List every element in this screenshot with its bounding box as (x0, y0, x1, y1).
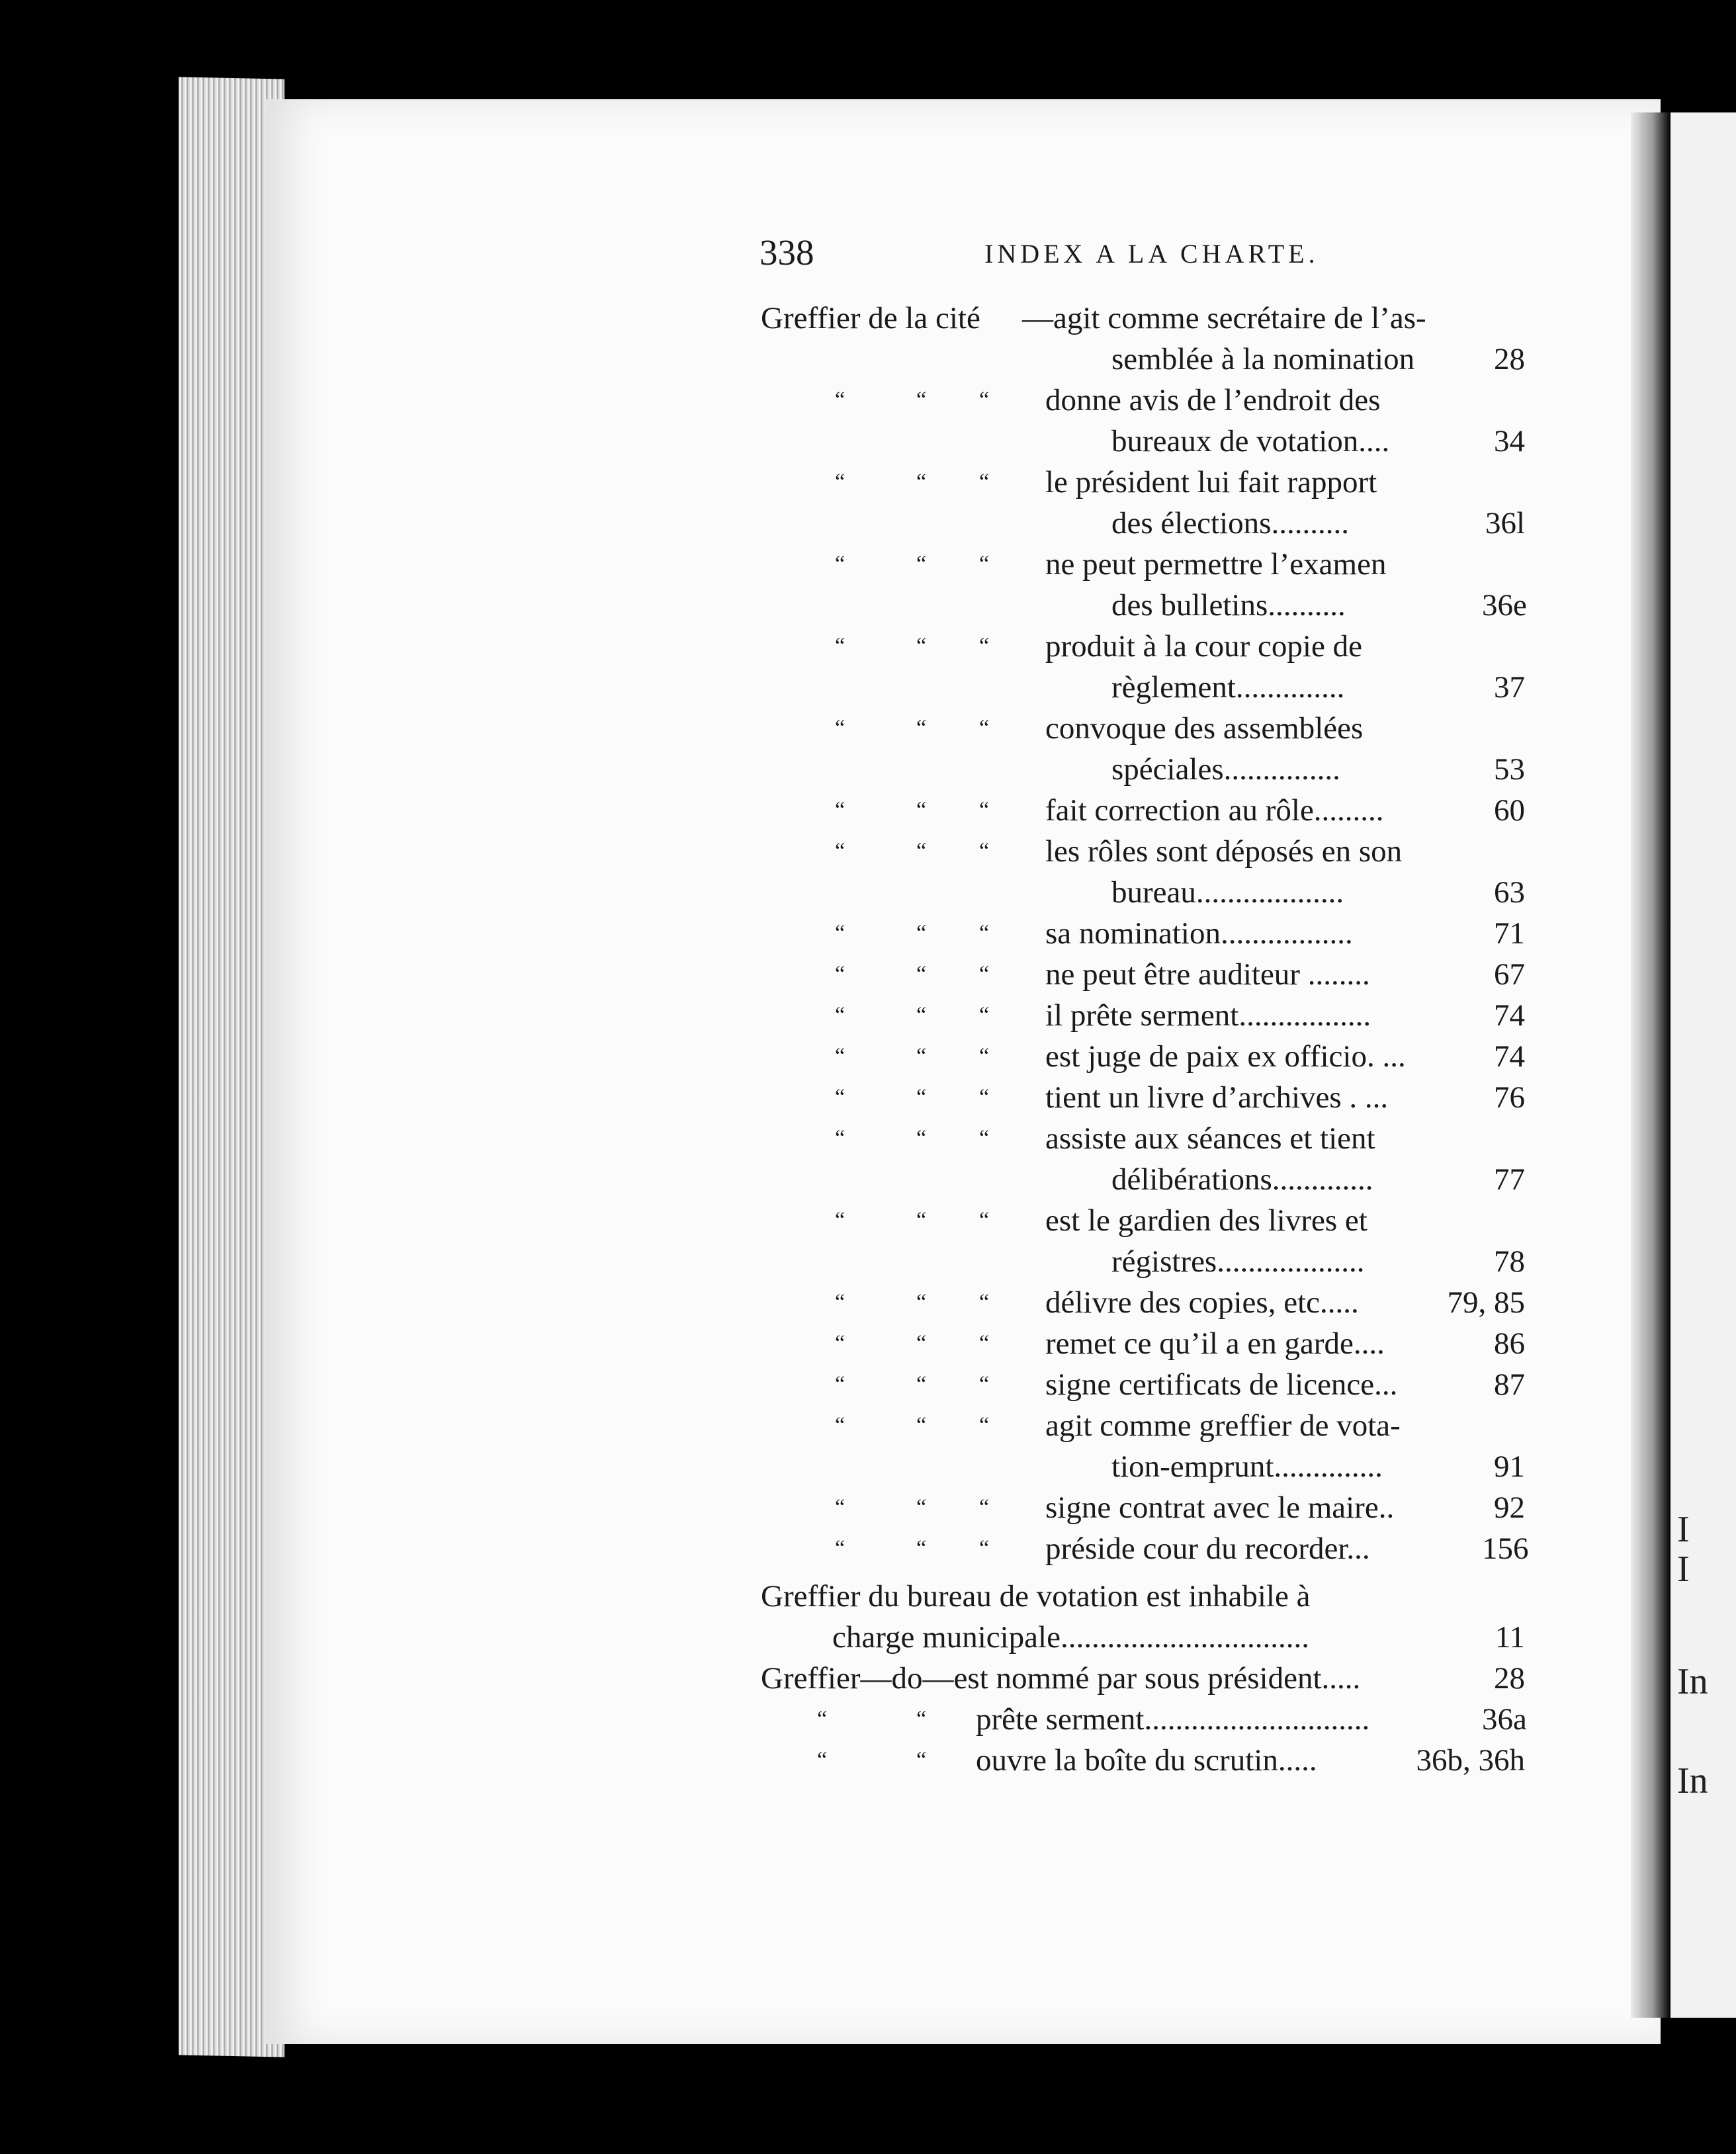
index-entry-text: sa nomination................. (1045, 916, 1353, 951)
facing-page-fragment: I (1677, 1549, 1690, 1590)
ditto-mark: “ (916, 552, 927, 576)
ditto-mark: “ (835, 1044, 846, 1068)
index-entry-continuation: des élections.......... (1111, 506, 1349, 540)
ditto-mark: “ (979, 634, 990, 658)
facing-page-fragment: I (1677, 1509, 1690, 1550)
ditto-mark: “ (916, 1290, 927, 1314)
index-entry-continuation: bureau................... (1111, 875, 1344, 910)
index-entry-text: —agit comme secrétaire de l’as- (1022, 301, 1426, 335)
ditto-mark: “ (979, 1372, 990, 1397)
index-entry-text: il prête serment................. (1045, 998, 1371, 1033)
ditto-mark: “ (979, 716, 990, 740)
index-entry-text: tient un livre d’archives . ... (1045, 1080, 1389, 1115)
ditto-mark: “ (979, 470, 990, 494)
ditto-mark: “ (916, 470, 927, 494)
ditto-mark: “ (916, 1085, 927, 1109)
ditto-mark: “ (979, 1126, 990, 1150)
index-entry-continuation: délibérations............. (1111, 1162, 1373, 1197)
ditto-mark: “ (835, 634, 846, 658)
index-page-ref: 36a (1482, 1702, 1527, 1737)
index-page-ref: 91 (1494, 1449, 1525, 1484)
ditto-mark: “ (979, 1085, 990, 1109)
index-entry-continuation: spéciales............... (1111, 752, 1340, 787)
index-entry-continuation: bureaux de votation.... (1111, 424, 1390, 458)
index-entry-text: donne avis de l’endroit des (1045, 383, 1381, 417)
ditto-mark: “ (835, 1126, 846, 1150)
ditto-mark: “ (916, 716, 927, 740)
ditto-mark: “ (835, 1085, 846, 1109)
ditto-mark: “ (916, 634, 927, 658)
index-page-ref: 36l (1485, 506, 1525, 540)
index-entry-text: ne peut permettre l’examen (1045, 547, 1387, 582)
ditto-mark: “ (835, 921, 846, 945)
ditto-mark: “ (916, 1413, 927, 1438)
ditto-mark: “ (835, 1003, 846, 1027)
index-page-ref: 36b, 36h (1416, 1743, 1525, 1778)
ditto-mark: “ (979, 798, 990, 822)
index-entry-text: assiste aux séances et tient (1045, 1121, 1375, 1156)
index-entry-text: fait correction au rôle......... (1045, 793, 1384, 828)
ditto-mark: “ (979, 1331, 990, 1356)
index-page-ref: 71 (1494, 916, 1525, 951)
index-page-ref: 78 (1494, 1244, 1525, 1279)
index-entry-text: signe contrat avec le maire.. (1045, 1490, 1395, 1525)
ditto-mark: “ (916, 839, 927, 863)
index-page-ref: 92 (1494, 1490, 1525, 1525)
ditto-mark: “ (916, 1003, 927, 1027)
ditto-mark: “ (916, 1748, 927, 1772)
index-entry-text: agit comme greffier de vota- (1045, 1408, 1401, 1443)
ditto-mark: “ (979, 1413, 990, 1438)
index-entry-text: le président lui fait rapport (1045, 465, 1377, 499)
index-entry-text: ne peut être auditeur ........ (1045, 957, 1370, 992)
index-entry-text: délivre des copies, etc..... (1045, 1285, 1359, 1320)
ditto-mark: “ (916, 1208, 927, 1232)
facing-page-fragment: In (1677, 1760, 1708, 1801)
ditto-mark: “ (835, 1290, 846, 1314)
ditto-mark: “ (835, 1495, 846, 1520)
ditto-mark: “ (979, 1495, 990, 1520)
ditto-mark: “ (835, 470, 846, 494)
ditto-mark: “ (835, 1413, 846, 1438)
ditto-mark: “ (916, 1707, 927, 1731)
ditto-mark: “ (916, 388, 927, 412)
index-entry-text: prête serment............................. (976, 1702, 1370, 1737)
ditto-mark: “ (916, 1044, 927, 1068)
running-head-title: INDEX A LA CHARTE. (984, 239, 1319, 269)
ditto-mark: “ (835, 388, 846, 412)
index-entry-text: produit à la cour copie de (1045, 629, 1362, 664)
index-page-ref: 87 (1494, 1367, 1525, 1402)
ditto-mark: “ (979, 1003, 990, 1027)
ditto-mark: “ (979, 388, 990, 412)
ditto-mark: “ (916, 1495, 927, 1520)
index-page-ref: 67 (1494, 957, 1525, 992)
ditto-mark: “ (835, 716, 846, 740)
ditto-mark: “ (817, 1748, 828, 1772)
index-page-ref: 63 (1494, 875, 1525, 910)
facing-page (1671, 112, 1736, 2018)
ditto-mark: “ (916, 1372, 927, 1397)
index-page-ref: 28 (1494, 1661, 1525, 1696)
ditto-mark: “ (979, 1044, 990, 1068)
index-page-ref: 76 (1494, 1080, 1525, 1115)
index-entry-text: est juge de paix ex officio. ... (1045, 1039, 1406, 1074)
index-entry-text: remet ce qu’il a en garde.... (1045, 1326, 1385, 1361)
ditto-mark: “ (979, 1290, 990, 1314)
index-page-ref: 11 (1495, 1620, 1525, 1655)
index-entry-continuation: des bulletins.......... (1111, 588, 1346, 623)
ditto-mark: “ (916, 798, 927, 822)
ditto-mark: “ (979, 1208, 990, 1232)
ditto-mark: “ (835, 552, 846, 576)
index-heading: Greffier du bureau de votation est inhabile à (761, 1579, 1311, 1614)
index-entry-text: les rôles sont déposés en son (1045, 834, 1403, 869)
index-page-ref: 74 (1494, 998, 1525, 1033)
ditto-mark: “ (916, 921, 927, 945)
index-page-ref: 28 (1494, 342, 1525, 376)
ditto-mark: “ (979, 1536, 990, 1561)
index-page-ref: 60 (1494, 793, 1525, 828)
index-entry-text: signe certificats de licence... (1045, 1367, 1398, 1402)
index-entry-continuation: charge municipale................................ (832, 1620, 1309, 1655)
index-entry-text: ouvre la boîte du scrutin..... (976, 1743, 1317, 1778)
index-page-ref: 156 (1482, 1531, 1529, 1566)
index-page-ref: 37 (1494, 670, 1525, 705)
index-heading: Greffier de la cité (761, 301, 980, 335)
ditto-mark: “ (835, 1372, 846, 1397)
index-entry-text: est le gardien des livres et (1045, 1203, 1367, 1238)
ditto-mark: “ (817, 1707, 828, 1731)
ditto-mark: “ (916, 962, 927, 986)
ditto-mark: “ (916, 1331, 927, 1356)
index-page-ref: 36e (1482, 588, 1527, 623)
running-header (760, 232, 1487, 284)
ditto-mark: “ (916, 1536, 927, 1561)
index-page-ref: 74 (1494, 1039, 1525, 1074)
index-entry-text: convoque des assemblées (1045, 711, 1364, 746)
ditto-mark: “ (835, 1536, 846, 1561)
index-entry-continuation: semblée à la nomination (1111, 342, 1415, 376)
index-page-ref: 77 (1494, 1162, 1525, 1197)
ditto-mark: “ (979, 921, 990, 945)
ditto-mark: “ (835, 1208, 846, 1232)
page-number: 338 (760, 232, 814, 273)
ditto-mark: “ (916, 1126, 927, 1150)
index-entry-text: préside cour du recorder... (1045, 1531, 1370, 1566)
ditto-mark: “ (835, 1331, 846, 1356)
index-page-ref: 34 (1494, 424, 1525, 458)
ditto-mark: “ (979, 962, 990, 986)
ditto-mark: “ (979, 552, 990, 576)
index-entry-continuation: régistres................... (1111, 1244, 1365, 1279)
index-entry-continuation: tion-emprunt.............. (1111, 1449, 1383, 1484)
ditto-mark: “ (835, 962, 846, 986)
ditto-mark: “ (835, 839, 846, 863)
index-page-ref: 53 (1494, 752, 1525, 787)
ditto-mark: “ (979, 839, 990, 863)
index-heading: Greffier—do—est nommé par sous président..... (761, 1661, 1361, 1696)
page-gutter (1631, 112, 1671, 2018)
index-entry-continuation: règlement.............. (1111, 670, 1345, 705)
index-page-ref: 86 (1494, 1326, 1525, 1361)
facing-page-fragment: In (1677, 1661, 1708, 1702)
ditto-mark: “ (835, 798, 846, 822)
index-page-ref: 79, 85 (1447, 1285, 1525, 1320)
